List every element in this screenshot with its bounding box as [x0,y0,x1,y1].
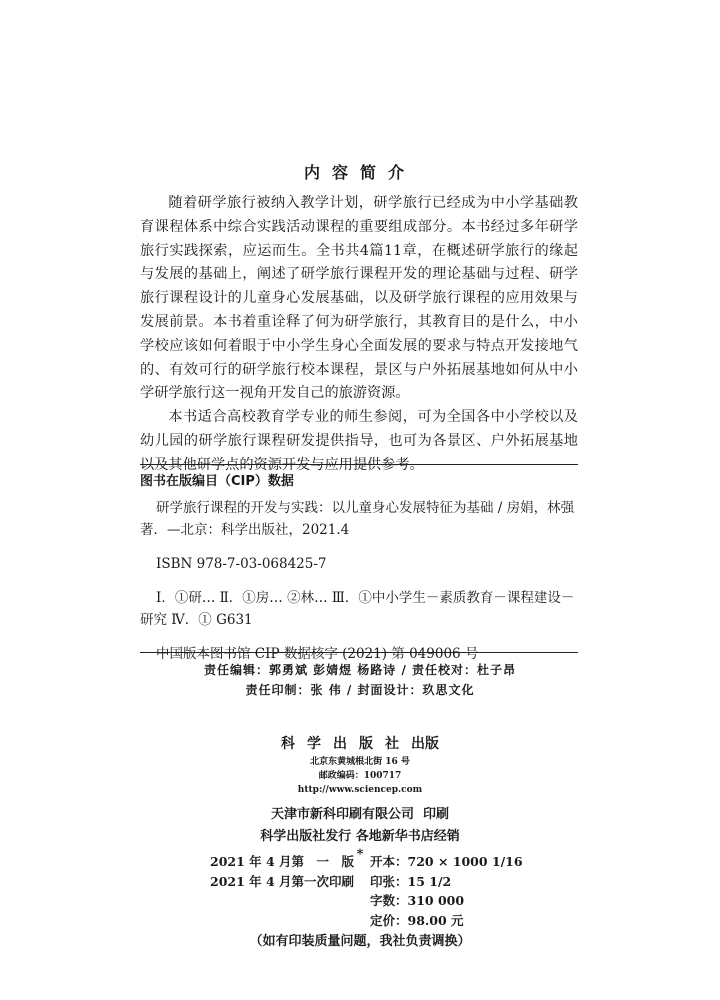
publisher-website: http://www.sciencep.com [297,785,423,795]
summary-body [140,192,578,478]
cip-class-line-1: Ⅰ．①研… Ⅱ．①房… ②林… Ⅲ．①中小学生－素质教育－课程建设－ [156,590,575,606]
book-format: 开本：720 × 1000 1/16 [370,854,523,869]
publisher-postcode: 邮政编码：100717 [318,771,402,781]
distribution-line: 科学出版社发行 各地新华书店经销 [260,829,460,844]
cip-isbn: ISBN 978-7-03-068425-7 [156,556,327,572]
cip-block [140,470,578,665]
publisher-address: 北京东黄城根北街 16 号 [310,757,410,767]
print-specs [0,852,720,930]
cip-record-line-1: 研学旅行课程的开发与实践：以儿童身心发展特征为基础 / 房娟，林强 [156,500,575,516]
specs-row-2 [0,872,720,892]
cip-bottom-rule [140,652,578,653]
specs-row-4 [0,911,720,931]
printer-name: 天津市新科印刷有限公司 [270,807,414,822]
printer-suffix: 印刷 [423,807,450,822]
cip-title: 图书在版编目（CIP）数据 [140,474,294,489]
summary-paragraph-2: 本书适合高校教育学专业的师生参阅，可为全国各中小学校以及幼儿园的研学旅行课程研发提供指导，也可为各景区、户外拓展基地以及其他研学点的资源开发与应用提供参考。 [140,409,578,473]
separator-star: * [356,847,364,862]
cip-record-line-2: 著．—北京：科学出版社，2021.4 [140,522,350,538]
cip-library-number: 中国版本图书馆 CIP 数据核字 (2021) 第 049006 号 [156,646,479,662]
credits-line-2: 责任印制：张 伟 / 封面设计：玖思文化 [245,683,475,697]
specs-row-1 [0,852,720,872]
print-sheets: 印张：15 1/2 [370,873,452,889]
publisher-suffix: 出版 [411,736,439,752]
summary-title: 内容简介 [303,163,416,182]
publisher-line [0,733,720,755]
edition-date: 2021 年 4 月第 一 版 [210,854,355,869]
specs-row-3 [0,891,720,911]
summary-paragraph-1: 随着研学旅行被纳入教学计划，研学旅行已经成为中小学基础教育课程体系中综合实践活动课程的重要组成部分。本书经过多年研学旅行实践探索，应运而生。全书共4篇11章，在概述研学旅行的缘起与发展的基础上，阐述了研学旅行课程开发的理论基础与过程、研学旅行课程设计的儿童身心发展基础，以及研学旅行课程的应用效果与发展前景。本书着重诠释了何为研学旅行，其教育目的是什么，中小学校应该如何着眼于中小学生身心全面发展的要求与特点开发接地气的、有效可行的研学旅行校本课程，景区与户外拓展基地如何从中小学研学旅行这一视角开发自己的旅游资源。 [140,195,578,402]
cip-class-line-2: 研究 Ⅳ．① G631 [140,612,253,628]
print-date: 2021 年 4 月第一次印刷 [210,873,355,889]
word-count: 字数：310 000 [370,893,465,908]
publisher-block [0,733,720,863]
credits [0,660,720,700]
quality-notice: （如有印装质量问题，我社负责调换） [249,934,471,949]
publisher-name: 科学出版社 [281,736,411,752]
credits-line-1: 责任编辑：郭勇斌 彭婧煜 杨路诗 / 责任校对：杜子昂 [203,663,517,677]
price: 定价：98.00 元 [370,912,464,928]
printer-line [0,803,720,827]
cip-top-rule [140,464,578,465]
